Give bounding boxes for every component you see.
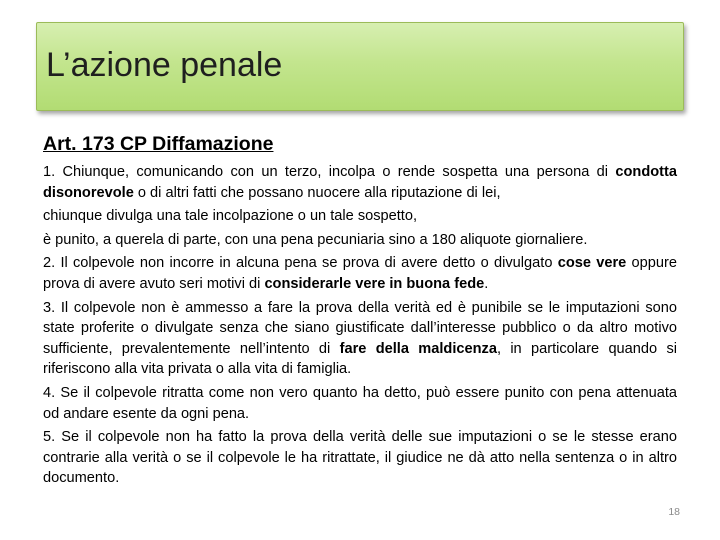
- paragraph-5-bold-a: fare della maldicenza: [339, 340, 497, 357]
- article-heading: Art. 173 CP Diffamazione: [43, 133, 274, 155]
- slide-title: L’azione penale: [46, 46, 283, 84]
- paragraph-1-text-b: o di altri fatti che possano nuocere alla riputazione di lei,: [133, 184, 501, 201]
- paragraph-4: [43, 253, 677, 294]
- paragraph-6: 4. Se il colpevole ritratta come non vero quanto ha detto, può essere punito con pena attenuata od andare esente da ogni pena.: [43, 384, 677, 422]
- paragraph-4-text-c: .: [484, 275, 489, 292]
- paragraph-5-text-b: , in particolare quando si riferiscono alla vita privata o alla vita di famiglia.: [43, 340, 677, 378]
- paragraph-1-text-a: 1. Chiunque, comunicando con un terzo, incolpa o rende sospetta una persona di: [43, 164, 616, 180]
- paragraph-4-text-a: 2. Il colpevole non incorre in alcuna pena se prova di avere detto o divulgato: [43, 255, 558, 272]
- paragraph-1: [43, 162, 677, 203]
- paragraph-5: [43, 298, 677, 380]
- slide-title-box: [36, 22, 684, 111]
- slide-content: [43, 131, 677, 492]
- paragraph-4-bold-b: considerarle vere in buona fede: [264, 275, 485, 292]
- paragraph-4-text-b: oppure prova di avere avuto seri motivi di: [43, 255, 677, 292]
- paragraph-5-text-a: 3. Il colpevole non è ammesso a fare la prova della verità ed è punibile se le imputazioni sono state proferite o divulgate senza che siano giustificate dall’interesse pubblico o da altro motivo sufficiente, prevalentemente nell’intento di: [43, 299, 677, 357]
- paragraph-2: chiunque divulga una tale incolpazione o un tale sospetto,: [43, 208, 418, 225]
- paragraph-7: 5. Se il colpevole non ha fatto la prova della verità delle sue imputazioni o se le stesse erano contrarie alla verità o se il colpevole le ha ritrattate, il giudice ne dà atto nella sentenza o in altro documento.: [43, 429, 677, 487]
- paragraph-1-bold-a: condotta disonorevole: [43, 164, 677, 201]
- paragraph-4-bold-a: cose vere: [557, 255, 627, 272]
- paragraph-3: è punito, a querela di parte, con una pena pecuniaria sino a 180 aliquote giornaliere.: [43, 231, 588, 248]
- page-number: 18: [668, 506, 680, 518]
